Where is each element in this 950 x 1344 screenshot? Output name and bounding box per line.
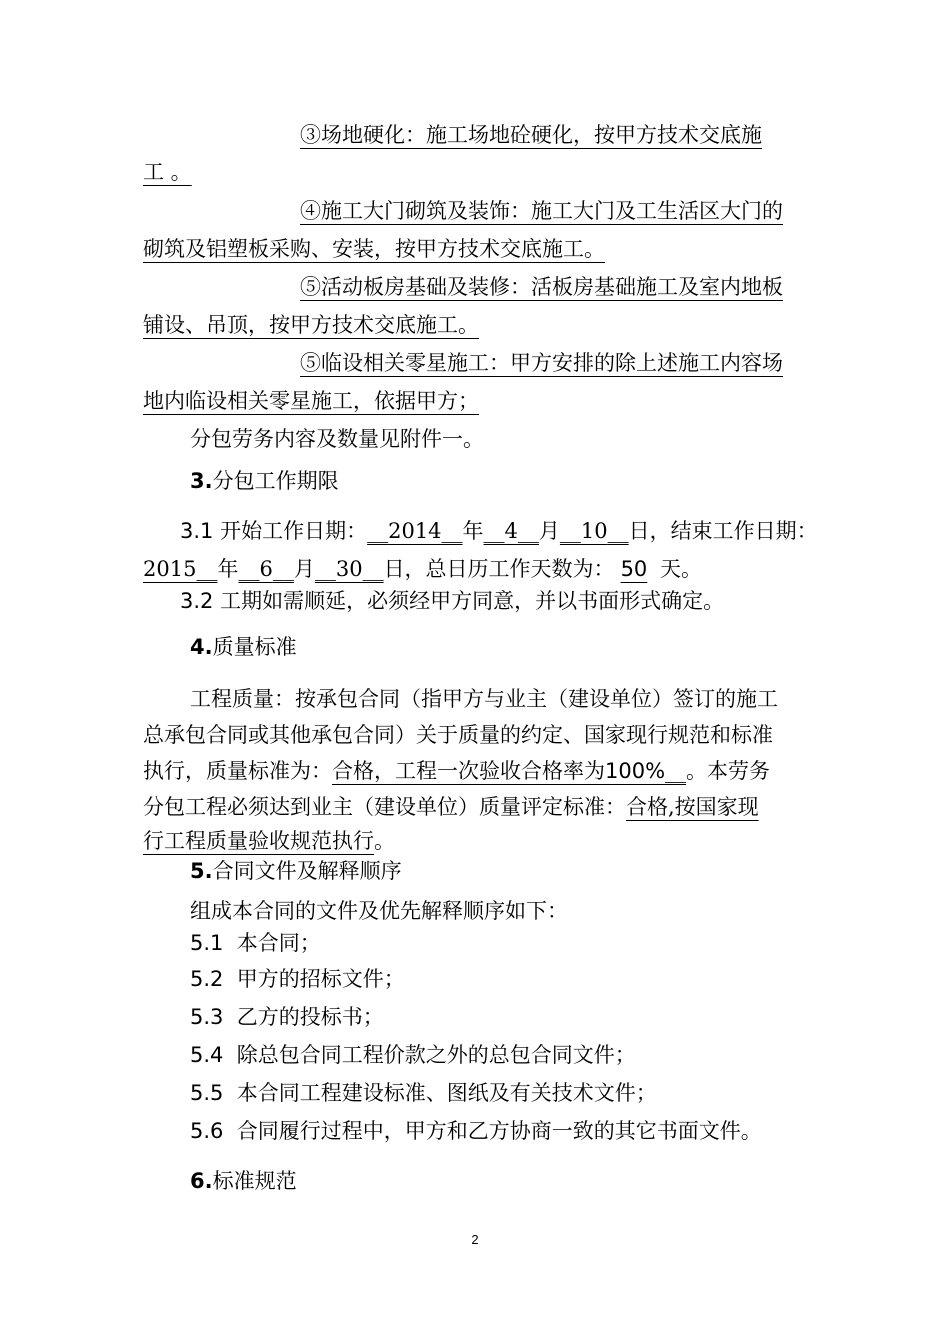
list-item: 5.1 本合同； bbox=[190, 931, 321, 955]
acceptance-rate: 100% bbox=[605, 759, 666, 783]
section-3-heading bbox=[190, 468, 339, 494]
section-3-1-line2: 2015__年__6__月__30__日，总日历工作天数为： 50 天。 bbox=[143, 557, 702, 581]
section-4-number: 4. bbox=[190, 635, 213, 659]
total-days-value: 50 bbox=[620, 557, 648, 581]
section-6-title: 标准规范 bbox=[212, 1169, 297, 1193]
section-4-para-line3: 执行，质量标准为：合格，工程一次验收合格率为100%__。本劳务 bbox=[143, 759, 771, 783]
start-year-field: __2014__ bbox=[367, 519, 463, 543]
start-month-field: __4__ bbox=[483, 519, 539, 543]
section-5-number: 5. bbox=[190, 859, 213, 883]
list-item: 5.4 除总包合同工程价款之外的总包合同文件； bbox=[190, 1043, 636, 1067]
end-month-field: __6__ bbox=[238, 557, 294, 581]
scope-item-6-line2: 地内临设相关零星施工，依据甲方； bbox=[143, 389, 479, 413]
end-year-field: 2015__ bbox=[143, 557, 218, 581]
section-3-number: 3. bbox=[190, 469, 213, 493]
list-item: 5.2 甲方的招标文件； bbox=[190, 967, 405, 991]
scope-item-4-line2: 砌筑及铝塑板采购、安装，按甲方技术交底施工。 bbox=[143, 237, 605, 261]
days-unit: 天。 bbox=[659, 557, 702, 581]
section-4-heading bbox=[190, 634, 297, 660]
section-3-2 bbox=[180, 588, 724, 614]
scope-item-4-line1: ④施工大门砌筑及装饰：施工大门及工生活区大门的 bbox=[300, 199, 783, 223]
section-4-para-line4: 分包工程必须达到业主（建设单位）质量评定标准：合格,按国家现 bbox=[143, 795, 759, 819]
section-5-heading bbox=[190, 858, 402, 884]
quality-evaluation-field: 合格,按国家现 bbox=[626, 795, 759, 819]
section-3-2-number: 3.2 bbox=[180, 589, 214, 613]
list-item: 5.5 本合同工程建设标准、图纸及有关技术文件； bbox=[190, 1081, 657, 1105]
start-day-field: __10__ bbox=[559, 519, 629, 543]
section-3-title: 分包工作期限 bbox=[212, 469, 339, 493]
end-date-label: 日，结束工作日期： bbox=[628, 519, 818, 543]
section-3-2-text: 工期如需顺延，必须经甲方同意，并以书面形式确定。 bbox=[220, 589, 725, 613]
section-6-heading bbox=[190, 1168, 297, 1194]
appendix-note: 分包劳务内容及数量见附件一。 bbox=[190, 427, 484, 451]
section-5-title: 合同文件及解释顺序 bbox=[212, 859, 402, 883]
quality-standard-field: 合格，工程一次验收合格率为100%__ bbox=[332, 759, 687, 783]
section-4-para-line5: 行工程质量验收规范执行。 bbox=[143, 829, 395, 853]
section-4-para-line1: 工程质量：按承包合同（指甲方与业主（建设单位）签订的施工 bbox=[190, 687, 778, 711]
page-number: 2 bbox=[471, 1232, 479, 1247]
scope-item-5-line2: 铺设、吊顶，按甲方技术交底施工。 bbox=[143, 313, 479, 337]
section-3-1-number: 3.1 bbox=[180, 519, 214, 543]
list-item: 5.3 乙方的投标书； bbox=[190, 1005, 384, 1029]
section-3-1-line1: 3.1 开始工作日期：__2014__年__4__月__10__日，结束工作日期： bbox=[180, 519, 818, 543]
section-5-intro: 组成本合同的文件及优先解释顺序如下： bbox=[190, 899, 568, 923]
end-day-field: __30__ bbox=[314, 557, 384, 581]
scope-item-3-line2: 工 。 bbox=[143, 160, 192, 184]
list-item: 5.6 合同履行过程中，甲方和乙方协商一致的其它书面文件。 bbox=[190, 1119, 762, 1143]
section-4-title: 质量标准 bbox=[212, 635, 297, 659]
section-6-number: 6. bbox=[190, 1169, 213, 1193]
scope-item-5-line1: ⑤活动板房基础及装修：活板房基础施工及室内地板 bbox=[300, 275, 783, 299]
total-days-label: 日，总日历工作天数为： bbox=[383, 557, 615, 581]
section-4-para-line2: 总承包合同或其他承包合同）关于质量的约定、国家现行规范和标准 bbox=[143, 723, 773, 747]
start-date-label: 开始工作日期： bbox=[220, 519, 368, 543]
scope-item-3-line1: ③场地硬化：施工场地砼硬化，按甲方技术交底施 bbox=[300, 123, 762, 147]
scope-item-6-line1: ⑤临设相关零星施工：甲方安排的除上述施工内容场 bbox=[300, 351, 783, 375]
quality-evaluation-field-cont: 行工程质量验收规范执行 bbox=[143, 829, 374, 853]
